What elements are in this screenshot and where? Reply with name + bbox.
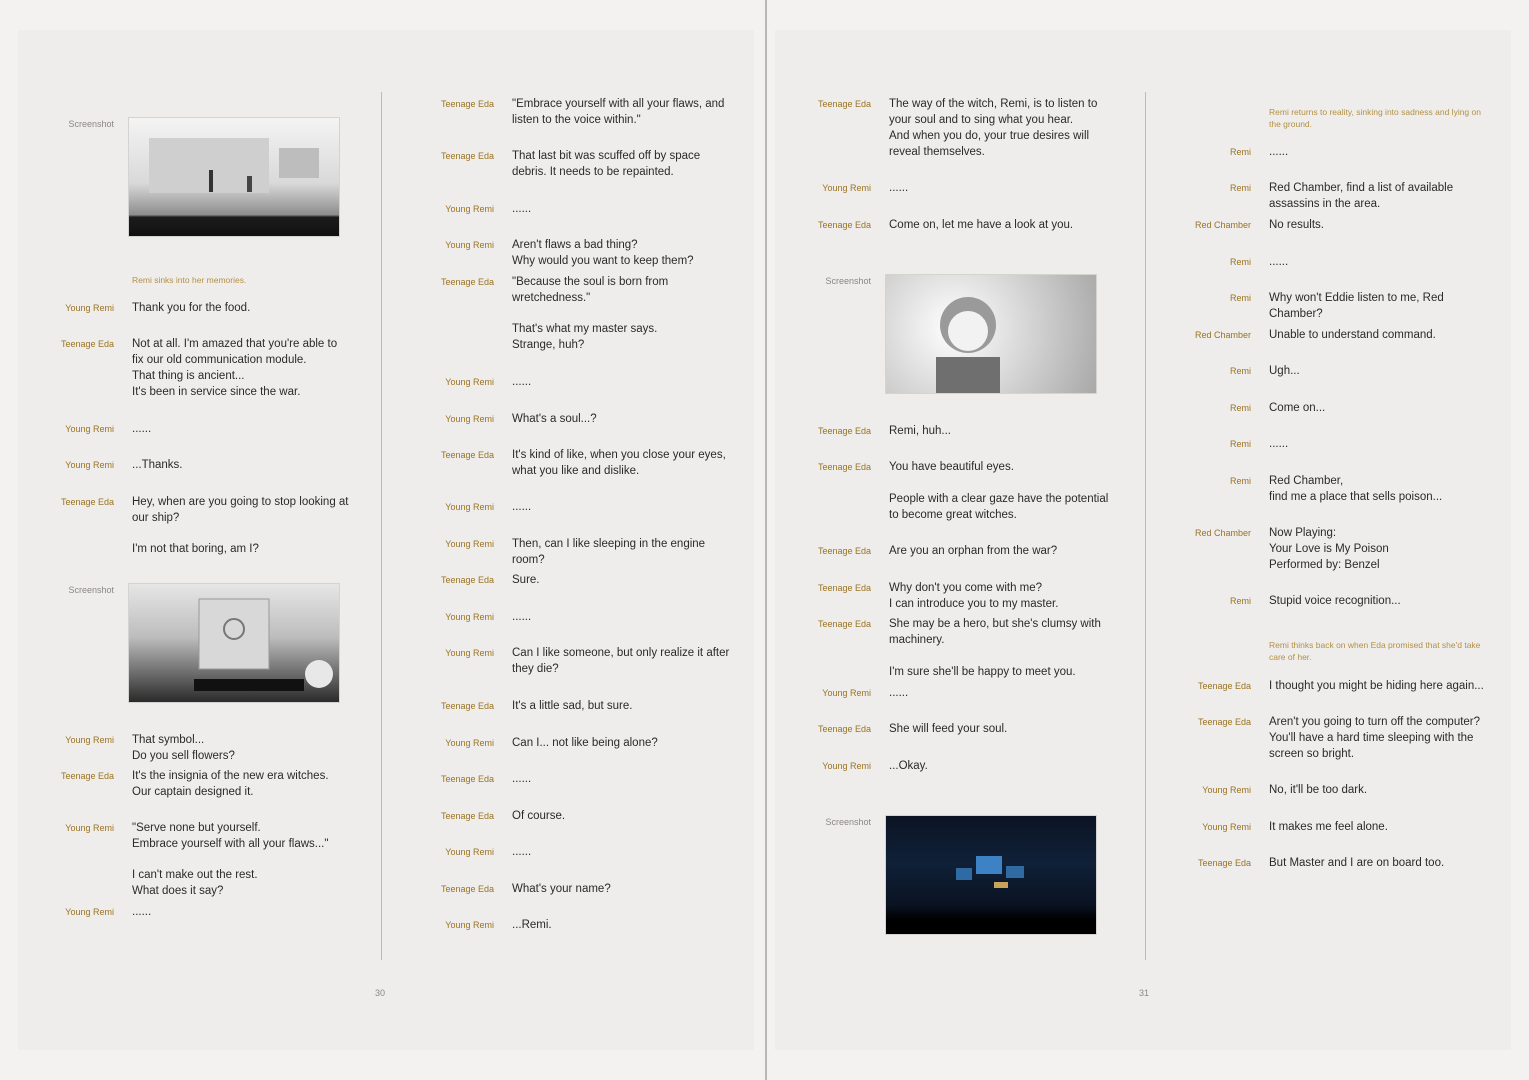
speaker-name: Remi xyxy=(1229,439,1251,449)
dialogue-text: You have beautiful eyes. xyxy=(889,461,1014,473)
dialogue-text: Aren't flaws a bad thing? Why would you want to keep them? xyxy=(512,239,694,267)
dialogue-text: ...Thanks. xyxy=(132,459,183,471)
dialogue-text: It's kind of like, when you close your eyes, what you like and dislike. xyxy=(512,449,726,477)
speaker-name: Teenage Eda xyxy=(440,277,494,287)
speaker-name: Young Remi xyxy=(445,648,494,658)
speaker-name: Red Chamber xyxy=(1194,528,1251,538)
speaker-name: Teenage Eda xyxy=(817,462,871,472)
speaker-name: Young Remi xyxy=(65,424,114,434)
dialogue-text: ...Okay. xyxy=(889,760,928,772)
dialogue-text: ...... xyxy=(512,376,532,388)
speaker-name: Teenage Eda xyxy=(1197,858,1251,868)
dialogue-text: I can't make out the rest. What does it say? xyxy=(132,869,258,897)
speaker-name: Young Remi xyxy=(445,847,494,857)
speaker-name: Teenage Eda xyxy=(817,583,871,593)
screenshot-label: Screenshot xyxy=(68,585,114,595)
left-page xyxy=(18,30,754,1050)
dialogue-text: Can I... not like being alone? xyxy=(512,737,658,749)
speaker-name: Young Remi xyxy=(822,688,871,698)
dialogue-text: No, it'll be too dark. xyxy=(1269,784,1368,796)
speaker-name: Teenage Eda xyxy=(817,724,871,734)
dialogue-text: ...... xyxy=(132,423,152,435)
dialogue-text: That's what my master says. Strange, huh? xyxy=(512,323,658,351)
column-divider xyxy=(1145,92,1146,960)
dialogue-text: ...... xyxy=(512,773,532,785)
dialogue-text: That last bit was scuffed off by space debris. It needs to be repainted. xyxy=(512,150,701,178)
dialogue-text: Are you an orphan from the war? xyxy=(889,545,1058,557)
speaker-name: Teenage Eda xyxy=(817,99,871,109)
speaker-name: Young Remi xyxy=(65,460,114,470)
screenshot-image xyxy=(885,815,1097,935)
screenshot-label: Screenshot xyxy=(825,817,871,827)
dialogue-text: Aren't you going to turn off the computer? You'll have a hard time sleeping with the screen so bright. xyxy=(1269,716,1481,760)
speaker-name: Teenage Eda xyxy=(60,497,114,507)
dialogue-text: It makes me feel alone. xyxy=(1269,821,1388,833)
stage-direction: Remi sinks into her memories. xyxy=(132,275,247,285)
book-gutter xyxy=(765,0,767,1080)
dialogue-text: ...... xyxy=(889,182,909,194)
screenshot-label: Screenshot xyxy=(68,119,114,129)
stage-direction: Remi returns to reality, sinking into sadness and lying on the ground. xyxy=(1269,107,1481,129)
dialogue-text: "Because the soul is born from wretchedness." xyxy=(512,276,669,304)
speaker-name: Teenage Eda xyxy=(817,220,871,230)
dialogue-text: It's the insignia of the new era witches. Our captain designed it. xyxy=(132,770,329,798)
speaker-name: Remi xyxy=(1229,476,1251,486)
speaker-name: Young Remi xyxy=(1202,822,1251,832)
dialogue-text: Now Playing: Your Love is My Poison Performed by: Benzel xyxy=(1269,527,1389,571)
speaker-name: Young Remi xyxy=(445,204,494,214)
dialogue-text: ...Remi. xyxy=(512,919,552,931)
speaker-name: Young Remi xyxy=(65,907,114,917)
speaker-name: Remi xyxy=(1229,147,1251,157)
page-number: 31 xyxy=(1139,988,1150,998)
dialogue-text: Can I like someone, but only realize it after they die? xyxy=(512,647,730,675)
dialogue-text: Hey, when are you going to stop looking at our ship? xyxy=(132,496,349,524)
speaker-name: Teenage Eda xyxy=(60,339,114,349)
dialogue-text: ...... xyxy=(1269,146,1289,158)
speaker-name: Young Remi xyxy=(822,183,871,193)
speaker-name: Teenage Eda xyxy=(1197,681,1251,691)
screenshot-label: Screenshot xyxy=(825,276,871,286)
speaker-name: Teenage Eda xyxy=(440,151,494,161)
speaker-name: Young Remi xyxy=(1202,785,1251,795)
speaker-name: Teenage Eda xyxy=(440,701,494,711)
dialogue-text: I thought you might be hiding here again... xyxy=(1269,680,1484,692)
speaker-name: Remi xyxy=(1229,183,1251,193)
speaker-name: Teenage Eda xyxy=(440,99,494,109)
dialogue-text: Remi, huh... xyxy=(889,425,951,437)
speaker-name: Remi xyxy=(1229,403,1251,413)
dialogue-text: ...... xyxy=(512,501,532,513)
dialogue-text: Come on, let me have a look at you. xyxy=(889,219,1074,231)
dialogue-text: It's a little sad, but sure. xyxy=(512,700,633,712)
speaker-name: Young Remi xyxy=(65,823,114,833)
speaker-name: Young Remi xyxy=(445,502,494,512)
dialogue-text: She may be a hero, but she's clumsy with machinery. xyxy=(889,618,1101,646)
computer-room-illustration xyxy=(886,816,1096,934)
stage-direction: Remi thinks back on when Eda promised that she'd take care of her. xyxy=(1269,640,1481,662)
speaker-name: Red Chamber xyxy=(1194,220,1251,230)
dialogue-text: Sure. xyxy=(512,574,540,586)
dialogue-text: ...... xyxy=(132,906,152,918)
dialogue-text: What's your name? xyxy=(512,883,611,895)
speaker-name: Young Remi xyxy=(65,303,114,313)
dialogue-text: I'm sure she'll be happy to meet you. xyxy=(889,666,1076,678)
speaker-name: Red Chamber xyxy=(1194,330,1251,340)
speaker-name: Remi xyxy=(1229,596,1251,606)
speaker-name: Young Remi xyxy=(445,920,494,930)
speaker-name: Young Remi xyxy=(445,414,494,424)
speaker-name: Teenage Eda xyxy=(440,811,494,821)
dialogue-text: That symbol... Do you sell flowers? xyxy=(132,734,235,762)
dialogue-text: She will feed your soul. xyxy=(889,723,1008,735)
ship-deck-illustration xyxy=(129,118,339,236)
speaker-name: Young Remi xyxy=(65,735,114,745)
dialogue-text: ...... xyxy=(1269,438,1289,450)
speaker-name: Remi xyxy=(1229,293,1251,303)
dialogue-text: ...... xyxy=(889,687,909,699)
speaker-name: Teenage Eda xyxy=(440,774,494,784)
dialogue-text: Stupid voice recognition... xyxy=(1269,595,1401,607)
speaker-name: Young Remi xyxy=(445,738,494,748)
speaker-name: Young Remi xyxy=(822,761,871,771)
dialogue-text: "Serve none but yourself. Embrace yourself with all your flaws..." xyxy=(132,822,329,850)
screenshot-image xyxy=(128,117,340,237)
speaker-name: Remi xyxy=(1229,366,1251,376)
dialogue-text: Why don't you come with me? I can introduce you to my master. xyxy=(889,582,1059,610)
dialogue-text: Come on... xyxy=(1269,402,1326,414)
page-number: 30 xyxy=(375,988,386,998)
dialogue-text: ...... xyxy=(1269,256,1289,268)
screenshot-image xyxy=(885,274,1097,394)
dialogue-text: ...... xyxy=(512,846,532,858)
speaker-name: Teenage Eda xyxy=(440,450,494,460)
dialogue-text: Why won't Eddie listen to me, Red Chamber? xyxy=(1269,292,1444,320)
dialogue-text: No results. xyxy=(1269,219,1324,231)
speaker-name: Young Remi xyxy=(445,612,494,622)
speaker-name: Young Remi xyxy=(445,377,494,387)
speaker-name: Teenage Eda xyxy=(60,771,114,781)
dialogue-text: Of course. xyxy=(512,810,566,822)
dialogue-text: Red Chamber, find me a place that sells poison... xyxy=(1269,475,1443,503)
speaker-name: Teenage Eda xyxy=(440,884,494,894)
dialogue-text: Then, can I like sleeping in the engine room? xyxy=(512,538,706,566)
column-divider xyxy=(381,92,382,960)
dialogue-text: ...... xyxy=(512,611,532,623)
dialogue-text: Thank you for the food. xyxy=(132,302,251,314)
dialogue-text: The way of the witch, Remi, is to listen to your soul and to sing what you hear. And when you do, your true desires will reveal themselves. xyxy=(889,98,1098,158)
speaker-name: Teenage Eda xyxy=(1197,717,1251,727)
dialogue-text: Ugh... xyxy=(1269,365,1300,377)
dialogue-text: I'm not that boring, am I? xyxy=(132,543,259,555)
dialogue-text: "Embrace yourself with all your flaws, and listen to the voice within." xyxy=(512,98,725,126)
speaker-name: Young Remi xyxy=(445,240,494,250)
speaker-name: Young Remi xyxy=(445,539,494,549)
screenshot-image xyxy=(128,583,340,703)
dialogue-text: Unable to understand command. xyxy=(1269,329,1436,341)
dialogue-text: Red Chamber, find a list of available assassins in the area. xyxy=(1269,182,1454,210)
speaker-name: Remi xyxy=(1229,257,1251,267)
insignia-panel-illustration xyxy=(129,584,339,702)
right-page xyxy=(775,30,1511,1050)
speaker-name: Teenage Eda xyxy=(440,575,494,585)
speaker-name: Teenage Eda xyxy=(817,619,871,629)
dialogue-text: ...... xyxy=(512,203,532,215)
speaker-name: Teenage Eda xyxy=(817,546,871,556)
eda-portrait-illustration xyxy=(886,275,1096,393)
dialogue-text: But Master and I are on board too. xyxy=(1269,857,1445,869)
dialogue-text: People with a clear gaze have the potential to become great witches. xyxy=(889,493,1109,521)
dialogue-text: Not at all. I'm amazed that you're able to fix our old communication module. That thing is ancient... It's been in service since the war. xyxy=(132,338,338,398)
speaker-name: Teenage Eda xyxy=(817,426,871,436)
dialogue-text: What's a soul...? xyxy=(512,413,597,425)
